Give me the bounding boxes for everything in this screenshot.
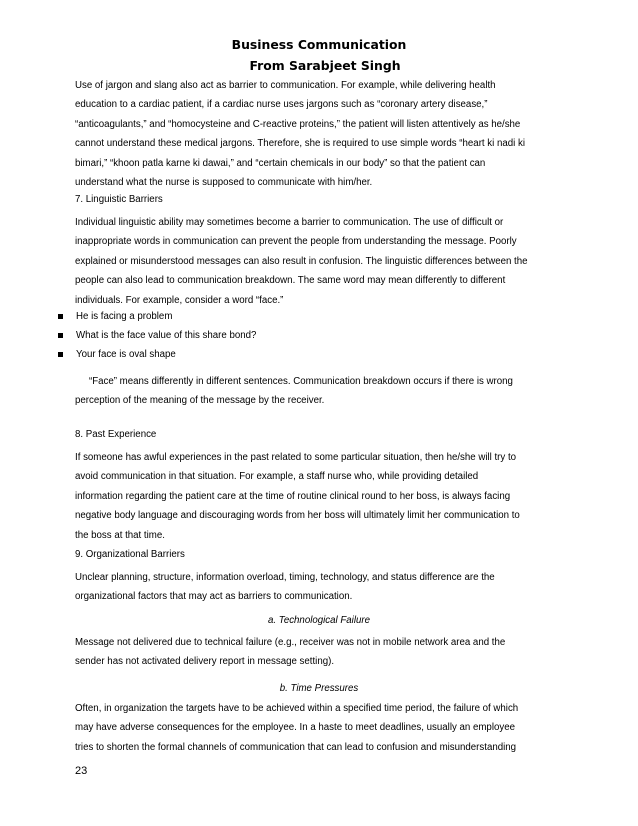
- intro-paragraph: [75, 76, 575, 192]
- subheading-technological-failure: a. Technological Failure: [268, 615, 370, 626]
- past-experience-paragraph: [75, 448, 575, 545]
- paragraph-line: tries to shorten the formal channels of communication that can lead to confusion and misunderstanding: [75, 741, 517, 753]
- list-item-text: Your face is oval shape: [76, 349, 176, 360]
- paragraph-line: may have adverse consequences for the employee. In a haste to meet deadlines, usually an employee: [75, 722, 515, 734]
- paragraph-line: perception of the meaning of the message by the receiver.: [75, 395, 325, 407]
- square-bullet-icon: [58, 352, 63, 357]
- paragraph-line: Message not delivered due to technical failure (e.g., receiver was not in mobile network area and the: [75, 637, 506, 648]
- paragraph-line: sender has not activated delivery report in message setting).: [75, 656, 335, 668]
- paragraph-line: Use of jargon and slang also act as barrier to communication. For example, while delivering health: [75, 80, 496, 91]
- paragraph-line: explained or misunderstood messages can also result in confusion. The linguistic differences between the: [75, 255, 528, 267]
- paragraph-line: education to a cardiac patient, if a cardiac nurse uses jargons such as “coronary artery disease,”: [75, 99, 488, 111]
- paragraph-line: “anticoagulants,” and “homocysteine and C-reactive proteins,” the patient will listen attentively as he/she: [75, 118, 521, 130]
- square-bullet-icon: [58, 314, 63, 319]
- document-subtitle: From Sarabjeet Singh: [249, 58, 401, 73]
- square-bullet-icon: [58, 333, 63, 338]
- face-meaning-paragraph: [75, 372, 575, 411]
- page-number: 23: [75, 765, 88, 777]
- paragraph-line: people can also lead to communication breakdown. The same word may mean differently to different: [75, 275, 506, 287]
- section-heading-organizational-barriers: 9. Organizational Barriers: [75, 549, 185, 560]
- paragraph-line: understand what the nurse is supposed to communicate with him/her.: [75, 177, 373, 189]
- paragraph-line: If someone has awful experiences in the past related to some particular situation, then he/she will try to: [75, 452, 517, 463]
- paragraph-line: the boss at that time.: [75, 529, 165, 541]
- list-item-text: What is the face value of this share bond?: [76, 330, 257, 341]
- paragraph-line: “Face” means differently in different sentences. Communication breakdown occurs if there is wrong: [89, 376, 513, 387]
- section-heading-linguistic-barriers: 7. Linguistic Barriers: [75, 194, 163, 205]
- list-item-text: He is facing a problem: [76, 311, 173, 322]
- paragraph-line: inappropriate words in communication can prevent the people from understanding the message. Poorly: [75, 236, 517, 248]
- paragraph-line: Individual linguistic ability may sometimes become a barrier to communication. The use of difficult or: [75, 217, 504, 228]
- organizational-barriers-paragraph: [75, 568, 575, 607]
- paragraph-line: individuals. For example, consider a word “face.”: [75, 294, 284, 306]
- paragraph-line: bimari,” “khoon patla karne ki dawai,” and “certain chemicals in our body” so that the patient can: [75, 157, 486, 169]
- linguistic-barriers-paragraph: [75, 213, 575, 310]
- technological-failure-paragraph: [75, 633, 575, 672]
- subheading-time-pressures: b. Time Pressures: [279, 683, 359, 694]
- paragraph-line: Often, in organization the targets have to be achieved within a specified time period, the failure of which: [75, 703, 519, 714]
- paragraph-line: Unclear planning, structure, information overload, timing, technology, and status difference are the: [75, 572, 495, 583]
- section-heading-past-experience: 8. Past Experience: [75, 429, 157, 440]
- paragraph-line: negative body language and discouraging words from her boss will ultimately limit her communication to: [75, 510, 520, 522]
- paragraph-line: cannot understand these medical jargons. Therefore, she is required to use simple words “heart ki nadi ki: [75, 138, 525, 150]
- paragraph-line: avoid communication in that situation. For example, a staff nurse who, while providing detailed: [75, 471, 479, 483]
- time-pressures-paragraph: [75, 699, 575, 757]
- paragraph-line: organizational factors that may act as barriers to communication.: [75, 591, 353, 603]
- paragraph-line: information regarding the patient care at the time of routine clinical round to her boss, is always facing: [75, 490, 511, 502]
- document-title: Business Communication: [231, 37, 407, 52]
